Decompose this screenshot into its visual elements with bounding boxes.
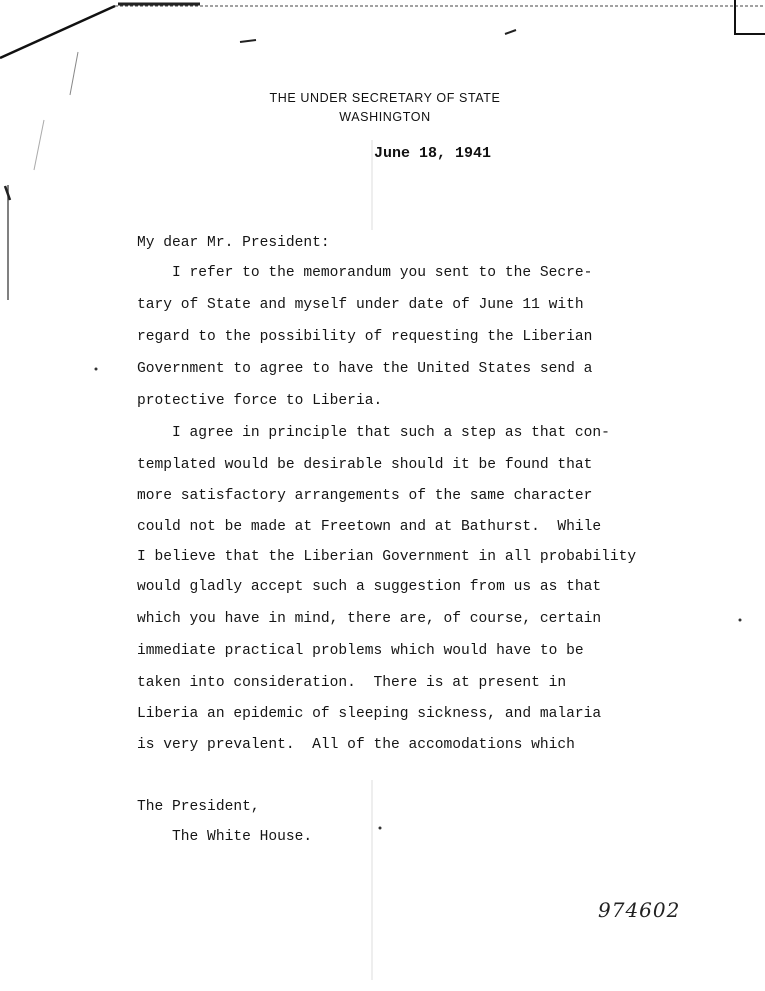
- body-line: which you have in mind, there are, of course, certain: [137, 611, 602, 627]
- letter-date: June 18, 1941: [374, 145, 492, 162]
- body-line: taken into consideration. There is at present in: [137, 675, 567, 691]
- body-line: could not be made at Freetown and at Bathurst. While: [137, 519, 602, 535]
- archive-number: 974602: [598, 898, 681, 922]
- body-line: more satisfactory arrangements of the same character: [137, 488, 593, 504]
- body-line: Government to agree to have the United States send a: [137, 361, 593, 377]
- body-line: tary of State and myself under date of June 11 with: [137, 297, 584, 313]
- addressee-name: The President,: [137, 799, 260, 815]
- body-line: would gladly accept such a suggestion from us as that: [137, 579, 602, 595]
- addressee-address: The White House.: [137, 829, 313, 845]
- salutation: My dear Mr. President:: [137, 235, 330, 251]
- letterhead-title: THE UNDER SECRETARY OF STATE: [269, 91, 501, 105]
- body-line: regard to the possibility of requesting the Liberian: [137, 329, 593, 345]
- body-line: templated would be desirable should it be found that: [137, 457, 593, 473]
- body-line: I believe that the Liberian Government in all probability: [137, 549, 637, 565]
- body-line: immediate practical problems which would have to be: [137, 643, 584, 659]
- body-line: Liberia an epidemic of sleeping sickness, and malaria: [137, 706, 602, 722]
- body-line: protective force to Liberia.: [137, 393, 383, 409]
- body-line: I agree in principle that such a step as that con-: [137, 425, 610, 441]
- body-line: is very prevalent. All of the accomodations which: [137, 737, 575, 753]
- body-line: I refer to the memorandum you sent to the Secre-: [137, 265, 593, 281]
- letterhead-location: WASHINGTON: [339, 110, 431, 124]
